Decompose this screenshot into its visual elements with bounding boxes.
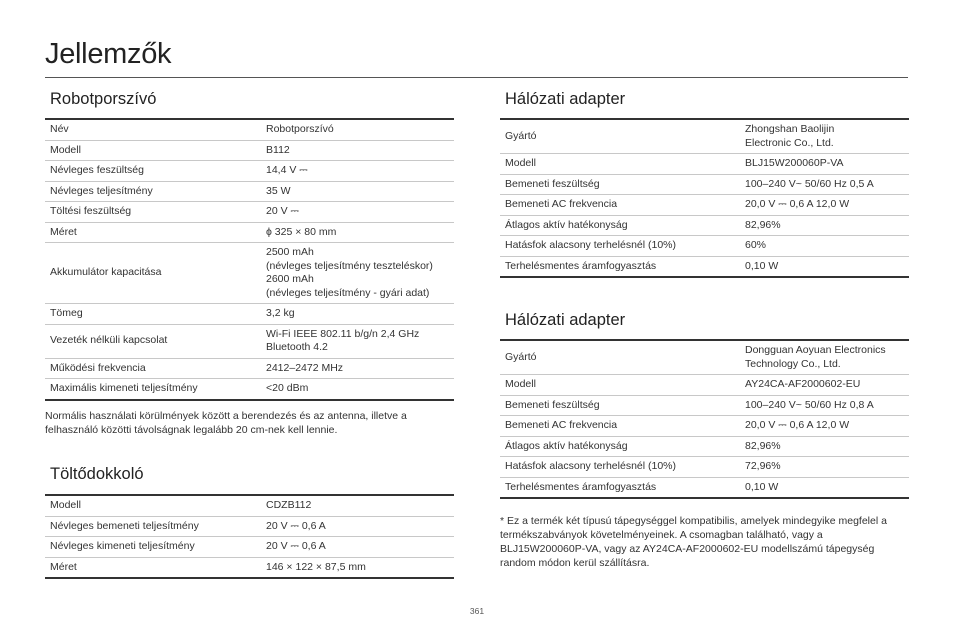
spec-value: Dongguan Aoyuan Electronics Technology Co., Ltd. — [740, 340, 909, 375]
table-row — [45, 495, 454, 516]
spec-label: Tömeg — [45, 304, 261, 325]
spec-label: Működési frekvencia — [45, 358, 261, 379]
table-row — [500, 477, 909, 498]
spec-label: Vezeték nélküli kapcsolat — [45, 324, 261, 358]
adapter2-spec-table — [500, 339, 909, 499]
spec-value: 82,96% — [740, 436, 909, 457]
page-number: 361 — [469, 606, 485, 616]
spec-label: Méret — [45, 557, 261, 578]
table-row — [500, 375, 909, 396]
spec-value: 0,10 W — [740, 477, 909, 498]
spec-value: 146 × 122 × 87,5 mm — [261, 557, 454, 578]
spec-value: 20 V ⎓ 0,6 A — [261, 537, 454, 558]
table-row — [45, 181, 454, 202]
table-row — [500, 416, 909, 437]
spec-value: 72,96% — [740, 457, 909, 478]
footnote: * Ez a termék két típusú tápegységgel kompatibilis, amelyek mindegyike megfelel a termékszabványok követelményeinek. A csomagban található, vagy a BLJ15W200060P-VA, vagy az AY24CA-AF2000602-EU modellszámú tápegység random módon kerül szállításra. — [500, 515, 887, 569]
table-row — [500, 457, 909, 478]
spec-value: <20 dBm — [261, 379, 454, 400]
table-row — [45, 304, 454, 325]
robot-heading: Robotporszívó — [50, 90, 157, 108]
adapter2-heading: Hálózati adapter — [505, 311, 626, 329]
table-row — [500, 395, 909, 416]
spec-value: 20 V ⎓ 0,6 A — [261, 516, 454, 537]
spec-label: Méret — [45, 222, 261, 243]
page-title: Jellemzők — [45, 38, 172, 70]
spec-value: BLJ15W200060P-VA — [740, 154, 909, 175]
table-row — [45, 161, 454, 182]
spec-label: Bemeneti AC frekvencia — [500, 416, 740, 437]
table-row — [45, 222, 454, 243]
spec-value: 35 W — [261, 181, 454, 202]
spec-value: AY24CA-AF2000602-EU — [740, 375, 909, 396]
title-divider — [45, 77, 908, 78]
spec-label: Név — [45, 119, 261, 140]
spec-value: 3,2 kg — [261, 304, 454, 325]
adapter1-spec-table — [500, 118, 909, 278]
adapter1-heading: Hálózati adapter — [505, 90, 626, 108]
spec-value: 20 V ⎓ — [261, 202, 454, 223]
spec-label: Terhelésmentes áramfogyasztás — [500, 477, 740, 498]
spec-label: Modell — [45, 140, 261, 161]
spec-label: Névleges teljesítmény — [45, 181, 261, 202]
table-row — [45, 358, 454, 379]
spec-value: 20,0 V ⎓ 0,6 A 12,0 W — [740, 195, 909, 216]
table-row — [500, 174, 909, 195]
table-row — [500, 215, 909, 236]
spec-label: Névleges feszültség — [45, 161, 261, 182]
spec-value: 20,0 V ⎓ 0,6 A 12,0 W — [740, 416, 909, 437]
spec-value: 2500 mAh (névleges teljesítmény teszteléskor) 2600 mAh (névleges teljesítmény - gyári adat) — [261, 243, 454, 304]
spec-value: 2412–2472 MHz — [261, 358, 454, 379]
table-row — [45, 557, 454, 578]
spec-label: Terhelésmentes áramfogyasztás — [500, 256, 740, 277]
spec-label: Hatásfok alacsony terhelésnél (10%) — [500, 457, 740, 478]
table-row — [500, 340, 909, 375]
spec-label: Gyártó — [500, 340, 740, 375]
spec-label: Töltési feszültség — [45, 202, 261, 223]
spec-label: Hatásfok alacsony terhelésnél (10%) — [500, 236, 740, 257]
spec-value: 100–240 V~ 50/60 Hz 0,8 A — [740, 395, 909, 416]
table-row — [500, 154, 909, 175]
spec-label: Bemeneti feszültség — [500, 395, 740, 416]
robot-note: Normális használati körülmények között a berendezés és az antenna, illetve a felhasználó közötti távolságnak legalább 20 cm-nek kell lennie. — [45, 409, 407, 436]
spec-value: 0,10 W — [740, 256, 909, 277]
spec-label: Akkumulátor kapacitása — [45, 243, 261, 304]
table-row — [500, 256, 909, 277]
dock-section — [45, 465, 454, 579]
spec-label: Gyártó — [500, 119, 740, 154]
spec-value: 82,96% — [740, 215, 909, 236]
robot-section — [45, 90, 454, 437]
spec-label: Bemeneti feszültség — [500, 174, 740, 195]
spec-value: B112 — [261, 140, 454, 161]
spec-label: Bemeneti AC frekvencia — [500, 195, 740, 216]
dock-heading: Töltődokkoló — [50, 465, 144, 483]
spec-value: CDZB112 — [261, 495, 454, 516]
table-row — [45, 119, 454, 140]
table-row — [45, 140, 454, 161]
spec-label: Névleges bemeneti teljesítmény — [45, 516, 261, 537]
spec-label: Modell — [45, 495, 261, 516]
spec-label: Modell — [500, 375, 740, 396]
spec-value: 100–240 V~ 50/60 Hz 0,5 A — [740, 174, 909, 195]
adapter1-section — [500, 90, 909, 278]
spec-value: Wi-Fi IEEE 802.11 b/g/n 2,4 GHz Bluetooth 4.2 — [261, 324, 454, 358]
table-row — [45, 202, 454, 223]
spec-value: ϕ 325 × 80 mm — [261, 222, 454, 243]
spec-label: Átlagos aktív hatékonyság — [500, 215, 740, 236]
robot-spec-table — [45, 118, 454, 401]
table-row — [500, 436, 909, 457]
spec-value: 60% — [740, 236, 909, 257]
spec-label: Maximális kimeneti teljesítmény — [45, 379, 261, 400]
spec-value: Robotporszívó — [261, 119, 454, 140]
dock-spec-table — [45, 494, 454, 579]
table-row — [45, 516, 454, 537]
spec-label: Modell — [500, 154, 740, 175]
table-row — [45, 243, 454, 304]
spec-label: Névleges kimeneti teljesítmény — [45, 537, 261, 558]
table-row — [500, 119, 909, 154]
spec-value: 14,4 V ⎓ — [261, 161, 454, 182]
table-row — [45, 537, 454, 558]
table-row — [500, 195, 909, 216]
table-row — [45, 324, 454, 358]
table-row — [500, 236, 909, 257]
adapter2-section — [500, 311, 909, 499]
table-row — [45, 379, 454, 400]
spec-label: Átlagos aktív hatékonyság — [500, 436, 740, 457]
spec-value: Zhongshan Baolijin Electronic Co., Ltd. — [740, 119, 909, 154]
